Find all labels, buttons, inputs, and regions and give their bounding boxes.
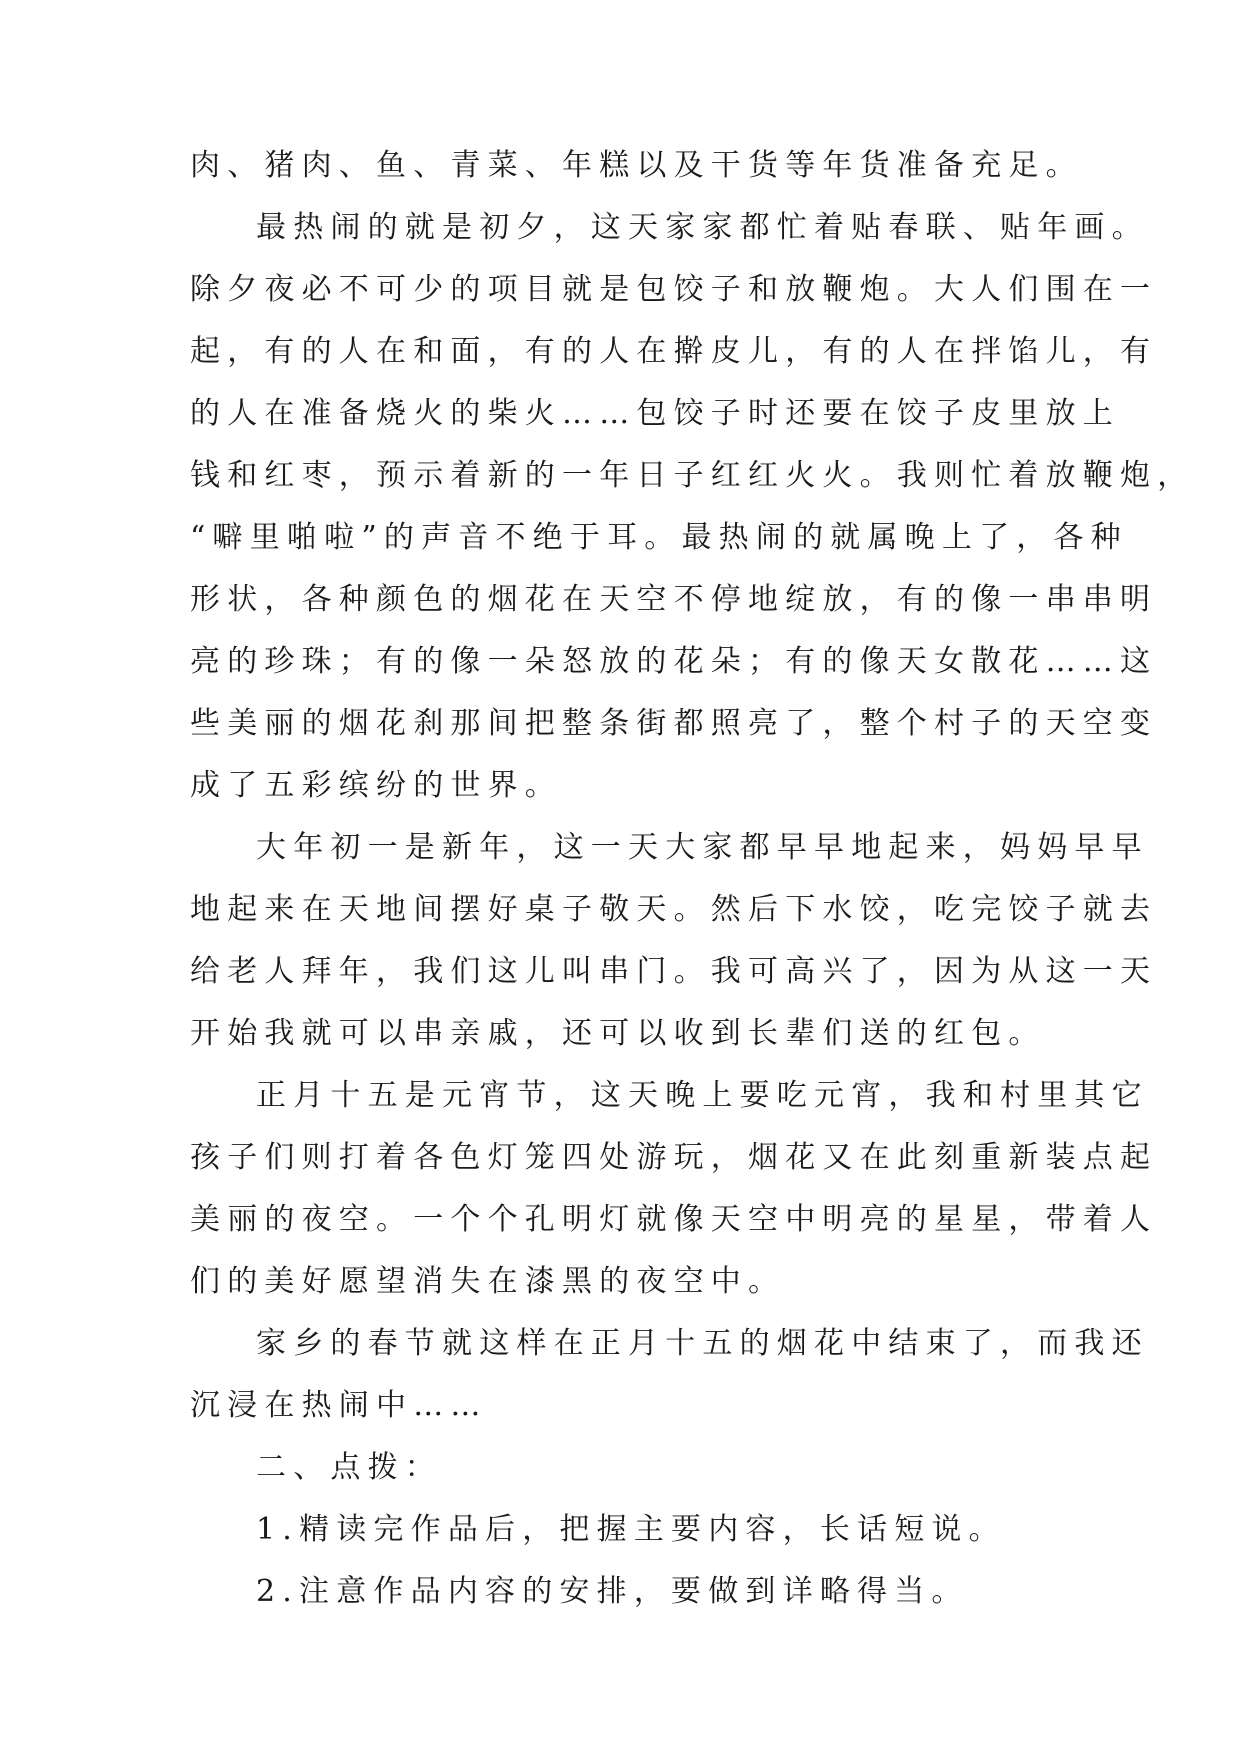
paragraph-start-line: 正月十五是元宵节，这天晚上要吃元宵，我和村里其它 xyxy=(256,1078,1149,1113)
list-item: 1.精读完作品后，把握主要内容，长话短说。 xyxy=(256,1512,1006,1547)
section-heading: 二、点拨： xyxy=(256,1450,442,1485)
text-line: 沉浸在热闹中…… xyxy=(190,1388,488,1423)
text-line: 们的美好愿望消失在漆黑的夜空中。 xyxy=(190,1264,786,1299)
text-line: “噼里啪啦”的声音不绝于耳。最热闹的就属晚上了，各种 xyxy=(190,520,1128,555)
text-line: 钱和红枣，预示着新的一年日子红红火火。我则忙着放鞭炮， xyxy=(190,458,1195,493)
paragraph-start-line: 家乡的春节就这样在正月十五的烟花中结束了，而我还 xyxy=(256,1326,1149,1361)
paragraph-start-line: 最热闹的就是初夕，这天家家都忙着贴春联、贴年画。 xyxy=(256,210,1149,245)
text-line: 起，有的人在和面，有的人在擀皮儿，有的人在拌馅儿，有 xyxy=(190,334,1158,369)
text-line: 开始我就可以串亲戚，还可以收到长辈们送的红包。 xyxy=(190,1016,1046,1051)
text-line: 给老人拜年，我们这儿叫串门。我可高兴了，因为从这一天 xyxy=(190,954,1158,989)
text-line: 肉、猪肉、鱼、青菜、年糕以及干货等年货准备充足。 xyxy=(190,148,1083,183)
text-line: 孩子们则打着各色灯笼四处游玩，烟花又在此刻重新装点起 xyxy=(190,1140,1158,1175)
text-line: 的人在准备烧火的柴火……包饺子时还要在饺子皮里放上 xyxy=(190,396,1120,431)
text-line: 地起来在天地间摆好桌子敬天。然后下水饺，吃完饺子就去 xyxy=(190,892,1158,927)
paragraph-start-line: 大年初一是新年，这一天大家都早早地起来，妈妈早早 xyxy=(256,830,1149,865)
text-line: 形状，各种颜色的烟花在天空不停地绽放，有的像一串串明 xyxy=(190,582,1158,617)
text-line: 成了五彩缤纷的世界。 xyxy=(190,768,562,803)
text-line: 亮的珍珠；有的像一朵怒放的花朵；有的像天女散花……这 xyxy=(190,644,1158,679)
text-line: 些美丽的烟花刹那间把整条街都照亮了，整个村子的天空变 xyxy=(190,706,1158,741)
list-item: 2.注意作品内容的安排，要做到详略得当。 xyxy=(256,1574,969,1609)
text-line: 美丽的夜空。一个个孔明灯就像天空中明亮的星星，带着人 xyxy=(190,1202,1158,1237)
text-line: 除夕夜必不可少的项目就是包饺子和放鞭炮。大人们围在一 xyxy=(190,272,1158,307)
